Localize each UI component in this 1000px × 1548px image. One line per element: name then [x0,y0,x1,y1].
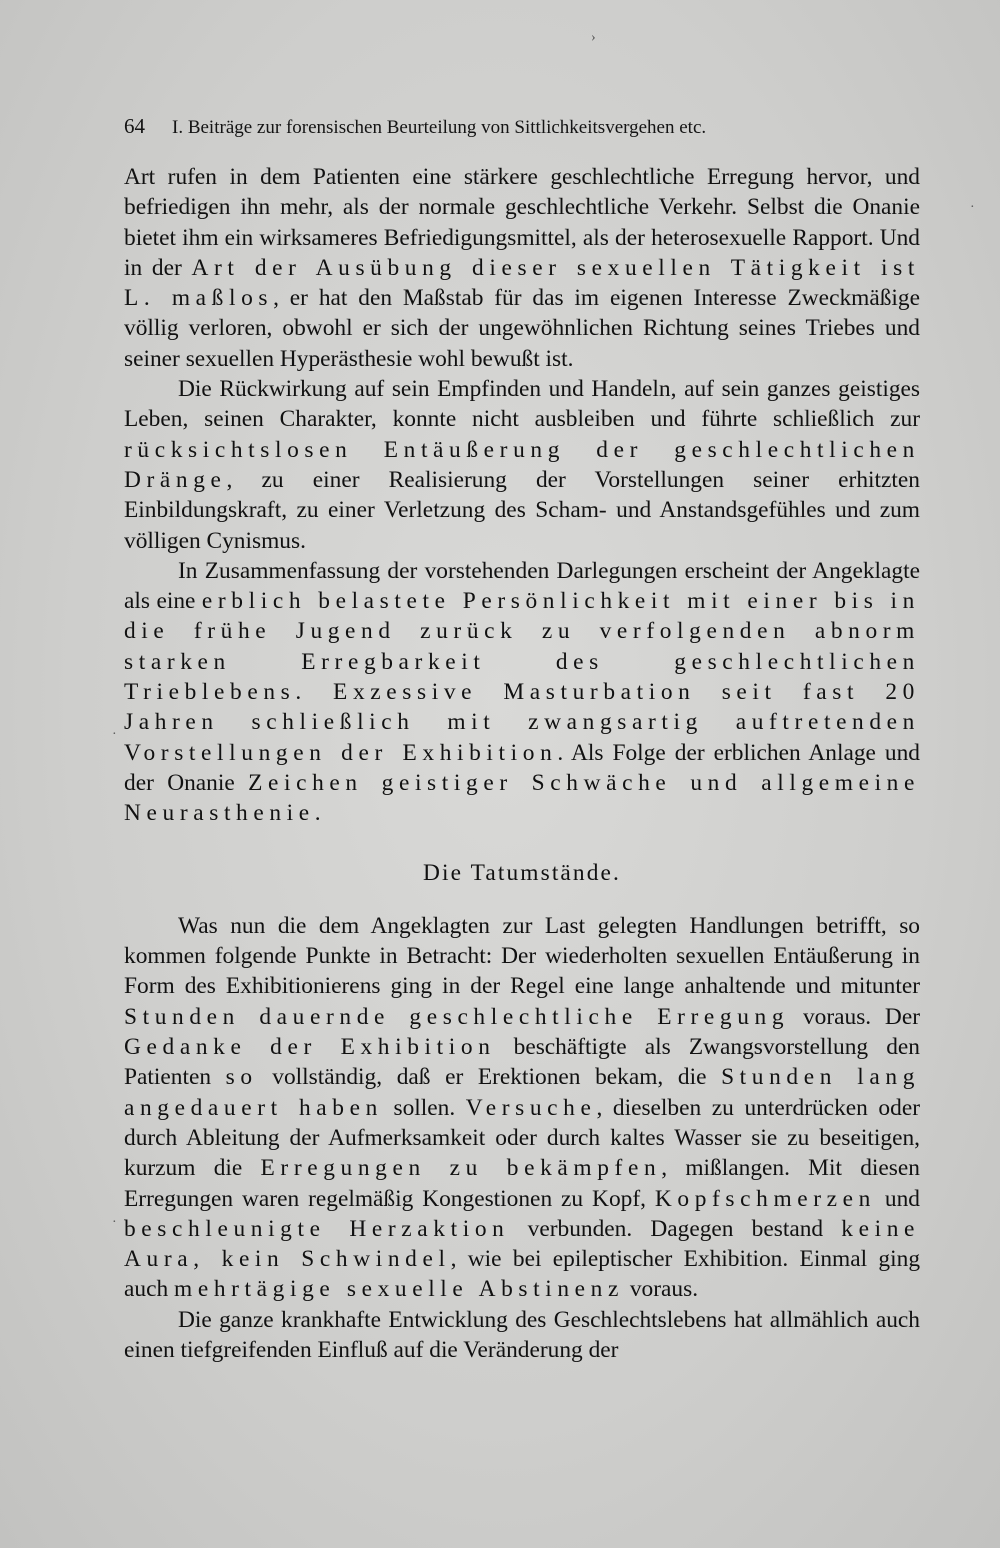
spaced-emphasis: Gedanke der Exhibition [124,1034,496,1061]
spaced-emphasis: Erregungen zu bekämpfen [260,1155,662,1182]
scan-speck: › [591,30,596,45]
paragraph-2: Die Rückwirkung auf sein Empfinden und Handeln, auf sein ganzes geistiges Leben, seinen Charakter, konnte nicht ausbleiben und führte schließlich zur rücksichtslosen Entäußerung der geschlechtlichen Dränge, zu einer Realisierung der Vorstellungen seiner erhitzten Einbildungskraft, zu einer Verletzung des Scham- und Anstandsgefühles und zum völligen Cynismus. [124,376,920,554]
scan-speck: · [112,1215,117,1230]
body-text [124,162,920,1365]
paragraph-5: Die ganze krankhafte Entwicklung des Geschlechtslebens hat allmählich auch einen tiefgreifenden Einfluß auf die Veränderung der [124,1306,920,1363]
spaced-emphasis: mehrtägige sexuelle Abstinenz [174,1276,624,1303]
spaced-emphasis: rücksichtslosen Entäußerung der geschlechtlichen Dränge [124,436,920,493]
scan-speck: · [970,200,975,215]
paragraph-3: In Zusammenfassung der vorstehenden Darlegungen erscheint der Angeklagte als eine erblich belastete Persönlichkeit mit einer bis in die frühe Jugend zurück zu verfolgenden abnorm starken Erregbarkeit des geschlechtlichen Trieblebens. Exzessive Masturbation seit fast 20 Jahren schließlich mit zwangsartig auftretenden Vorstellungen der Exhibition. Als Folge der erblichen Anlage und der Onanie Zeichen geistiger Schwäche und allgemeine Neurasthenie. [124,557,921,827]
spaced-emphasis: Stunden dauernde geschlechtliche Erregung [124,1003,790,1030]
section-heading: Die Tatumstände. [423,859,621,886]
spaced-emphasis: keine Aura, kein Schwindel [124,1215,920,1273]
running-title: I. Beiträge zur forensischen Beurteilung von Sittlichkeitsvergehen etc. [172,117,707,138]
running-header [124,114,924,139]
spaced-emphasis: beschleunigte Herzaktion [124,1215,510,1242]
paragraph-4: Was nun die dem Angeklagten zur Last gelegten Handlungen betrifft, so kommen folgende Punkte in Betracht: Der wiederholten sexuellen Entäußerung in Form des Exhibitionierens ging in der Regel eine lange anhaltende und mitunter Stunden dauernde geschlechtliche Erregung voraus. Der Gedanke der Exhibition beschäftigte als Zwangsvorstellung den Patienten so vollständig, daß er Erektionen bekam, die Stunden lang angedauert haben sollen. Versuche, dieselben zu unterdrücken oder durch Ableitung der Aufmerksamkeit oder durch kaltes Wasser sie zu beseitigen, kurzum die Erregungen zu bekämpfen, mißlangen. Mit diesen Erregungen waren regelmäßig Kongestionen zu Kopf, Kopfschmerzen und beschleunigte Herzaktion verbunden. Dagegen bestand keine Aura, kein Schwindel, wie bei epileptischer Exhibition. Einmal ging auch mehrtägige sexuelle Abstinenz voraus. [124,912,921,1303]
spaced-emphasis: erblich belastete Persönlichkeit mit einer bis in die frühe Jugend zurück zu verfolgenden abnorm starken Erregbarkeit des geschlechtlichen Trieblebens. Exzessive Masturbation seit fast 20 Jahren schließlich mit zwangsartig auftretenden Vorstellungen der Exhibition [124,588,920,766]
spaced-emphasis: so [225,1064,258,1091]
paragraph-1: Art rufen in dem Patienten eine stärkere geschlechtliche Erregung hervor, und befriedigen ihn mehr, als der normale geschlechtliche Verkehr. Selbst die Onanie bietet ihm ein wirksameres Befriedigungsmittel, als der heterosexuelle Rapport. Und in der Art der Ausübung dieser sexuellen Tätigkeit ist L. maßlos, er hat den Maßstab für das im eigenen Interesse Zweckmäßige völlig verloren, obwohl er sich der ungewöhnlichen Richtung seines Triebes und seiner sexuellen Hyperästhesie wohl bewußt ist. [124,164,920,372]
spaced-emphasis: Stunden lang angedauert haben [124,1064,921,1121]
page-number: 64 [124,114,145,138]
spaced-emphasis: Zeichen geistiger Schwäche und allgemeine Neurasthenie [124,769,920,827]
spaced-emphasis: Kopfschmerzen [654,1185,876,1212]
spaced-emphasis: Art der Ausübung dieser sexuellen Tätigkeit ist L. maßlos [124,254,920,312]
scan-speck: · [112,727,117,742]
spaced-emphasis: Versuche [465,1094,597,1121]
